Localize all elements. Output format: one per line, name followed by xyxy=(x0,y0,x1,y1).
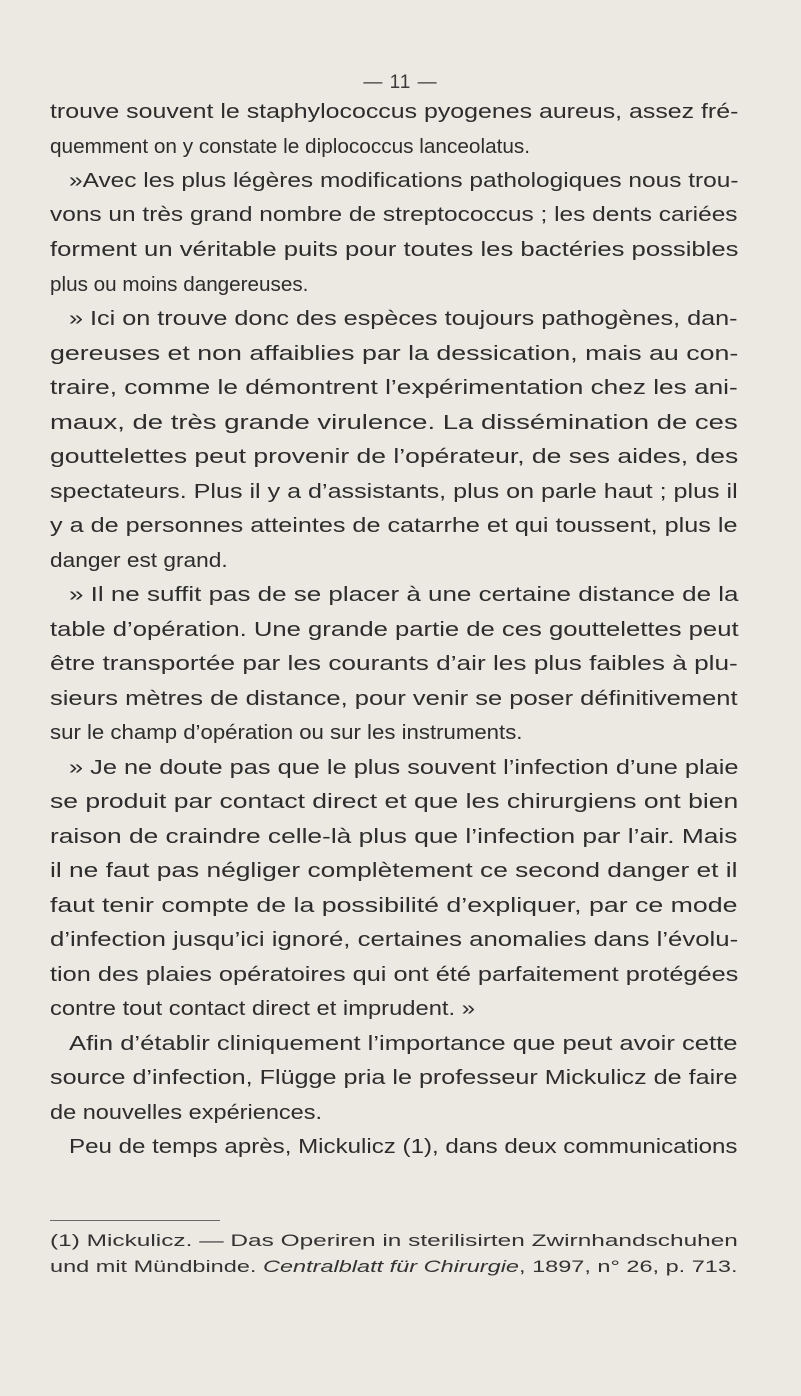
text-line: trouve souvent le staphylococcus pyogenes aureus, assez fré- xyxy=(50,100,739,123)
text-line: d’infection jusqu’ici ignoré, certaines anomalies dans l’évolu- xyxy=(50,928,739,951)
text-line: traire, comme le démontrent l’expérimentation chez les ani- xyxy=(50,376,738,399)
text-line: contre tout contact direct et imprudent. » xyxy=(50,997,475,1020)
text-line: danger est grand. xyxy=(50,549,228,572)
text-line: de nouvelles expériences. xyxy=(50,1101,323,1124)
text-line: »Avec les plus légères modifications pathologiques nous trou- xyxy=(69,169,739,192)
text-line: se produit par contact direct et que les chirurgiens ont bien xyxy=(50,790,739,813)
text-line: plus ou moins dangereuses. xyxy=(50,273,309,296)
text-line: faut tenir compte de la possibilité d’expliquer, par ce mode xyxy=(50,894,738,917)
text-line: gereuses et non affaiblies par la dessication, mais au con- xyxy=(50,342,739,365)
text-line: » Il ne suffit pas de se placer à une certaine distance de la xyxy=(69,583,739,606)
footnote-divider xyxy=(50,1220,220,1221)
text-line: Peu de temps après, Mickulicz (1), dans deux communications xyxy=(69,1135,738,1158)
text-line: sieurs mètres de distance, pour venir se poser définitivement xyxy=(50,687,738,710)
text-line: sur le champ d’opération ou sur les instruments. xyxy=(50,721,523,744)
footnote-text: (1) Mickulicz. — Das Operiren in sterilisirten Zwirnhandschuhen xyxy=(50,1232,738,1250)
text-line: être transportée par les courants d’air les plus faibles à plu- xyxy=(50,652,738,675)
text-line: raison de craindre celle-là plus que l’infection par l’air. Mais xyxy=(50,825,738,848)
text-line: table d’opération. Une grande partie de ces gouttelettes peut xyxy=(50,618,739,641)
footnote-text: und mit Mündbinde. xyxy=(50,1258,263,1276)
page-number: — 11 — xyxy=(363,72,438,93)
text-line: vons un très grand nombre de streptococcus ; les dents cariées xyxy=(50,203,738,226)
text-line: Afin d’établir cliniquement l’importance que peut avoir cette xyxy=(69,1032,738,1055)
text-line: source d’infection, Flügge pria le professeur Mickulicz de faire xyxy=(50,1066,738,1089)
text-line: gouttelettes peut provenir de l’opérateur, de ses aides, des xyxy=(50,445,739,468)
text-line: spectateurs. Plus il y a d’assistants, plus on parle haut ; plus il xyxy=(50,480,738,503)
text-line: forment un véritable puits pour toutes les bactéries possibles xyxy=(50,238,739,261)
footnote-line xyxy=(50,1233,738,1250)
text-line: il ne faut pas négliger complètement ce second danger et il xyxy=(50,859,738,882)
journal-title: Centralblatt für Chirurgie xyxy=(262,1258,520,1276)
text-line: y a de personnes atteintes de catarrhe et qui toussent, plus le xyxy=(50,514,738,537)
text-line: tion des plaies opératoires qui ont été parfaitement protégées xyxy=(50,963,739,986)
text-line: quemment on y constate le diplococcus lanceolatus. xyxy=(50,135,531,158)
text-line: » Je ne doute pas que le plus souvent l’infection d’une plaie xyxy=(69,756,739,779)
text-line: » Ici on trouve donc des espèces toujours pathogènes, dan- xyxy=(69,307,738,330)
footnote-line xyxy=(50,1259,737,1276)
footnote-text: , 1897, n° 26, p. 713. xyxy=(519,1258,738,1276)
text-line: maux, de très grande virulence. La dissémination de ces xyxy=(50,411,738,434)
